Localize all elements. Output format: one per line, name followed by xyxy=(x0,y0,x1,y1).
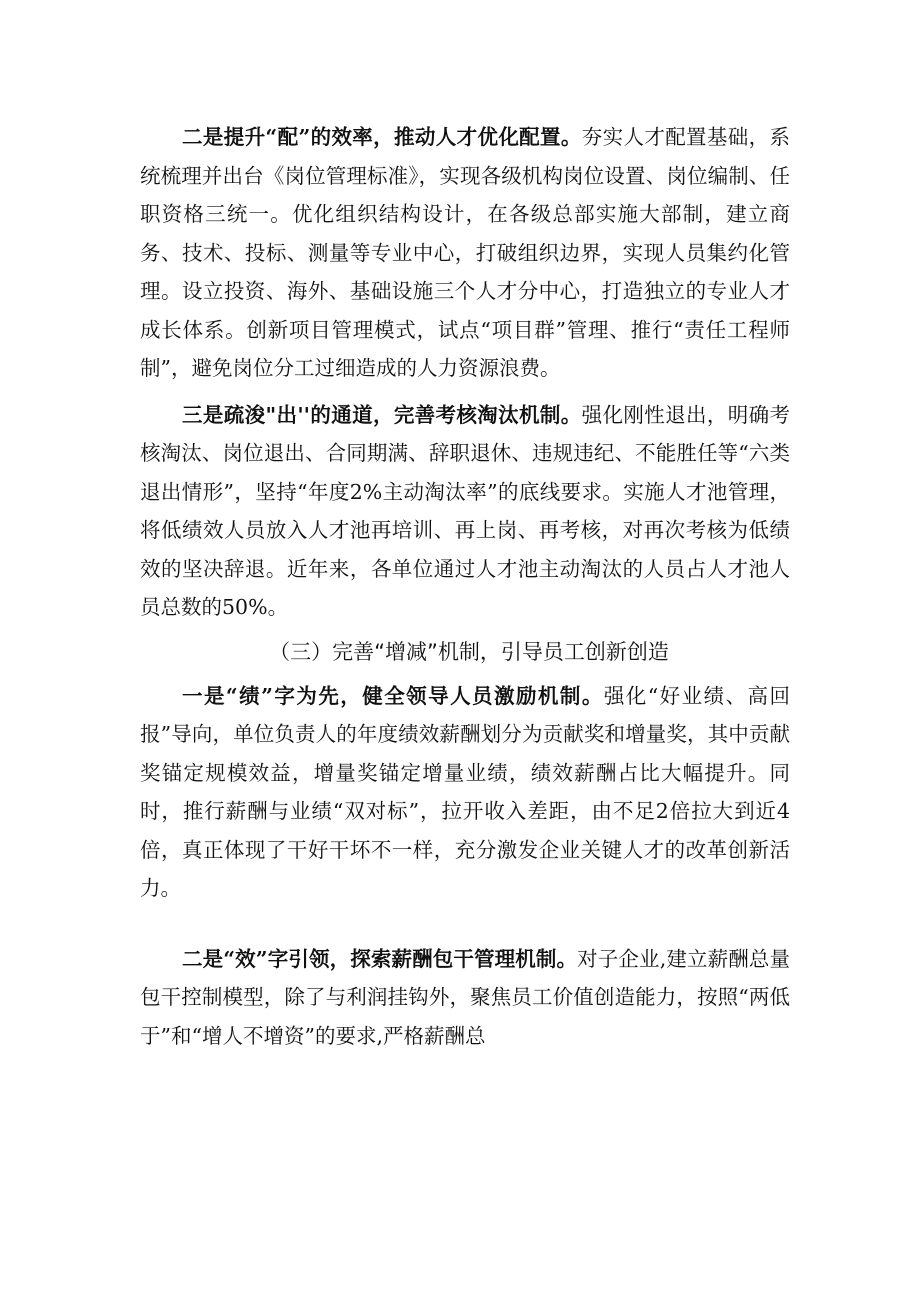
paragraph-body: 强化“好业绩、高回报”导向，单位负责人的年度绩效薪酬划分为贡献奖和增量奖，其中贡献奖锚定规模效益，增量奖锚定增量业绩，绩效薪酬占比大幅提升。同时，推行薪酬与业绩“双对标”，拉开收入差距，由不足2倍拉大到近4倍，真正体现了干好干坏不一样，充分激发企业关键人才的改革创新活力。 xyxy=(140,683,790,900)
paragraph-lead: 二是“效”字引领，探索薪酬包干管理机制。 xyxy=(182,946,578,971)
paragraph-body: 夯实人才配置基础，系统梳理并出台《岗位管理标准》，实现各级机构岗位设置、岗位编制、任职资格三统一。优化组织结构设计，在各级总部实施大部制，建立商务、技术、投标、测量等专业中心，打破组织边界，实现人员集约化管理。设立投资、海外、基础设施三个人才分中心，打造独立的专业人才成长体系。创新项目管理模式，试点“项目群”管理、推行“责任工程师制”，避免岗位分工过细造成的人力资源浪费。 xyxy=(140,125,790,380)
paragraph-leader-incentive xyxy=(140,677,790,908)
paragraph-talent-allocation xyxy=(140,118,790,388)
paragraph-exit-channel xyxy=(140,396,790,627)
paragraph-lead: 二是提升“配”的效率，推动人才优化配置。 xyxy=(182,125,582,149)
paragraph-body: 强化刚性退出，明确考核淘汰、岗位退出、合同期满、辞职退休、违规违纪、不能胜任等“六类退出情形”，坚持“年度2%主动淘汰率”的底线要求。实施人才池管理，将低绩效人员放入人才池再培训、再上岗、再考核，对再次考核为低绩效的坚决辞退。近年来，各单位通过人才池主动淘汰的人员占人才池人员总数的50%。 xyxy=(140,402,790,619)
paragraph-lead: 三是疏浚"出''的通道，完善考核淘汰机制。 xyxy=(182,402,582,427)
paragraph-lead: 一是“绩”字为先，健全领导人员激励机制。 xyxy=(182,683,604,708)
section-heading: （三）完善“增减”机制，引导员工创新创造 xyxy=(269,639,669,664)
paragraph-salary-package xyxy=(140,940,790,1056)
document-page xyxy=(140,118,790,1055)
paragraph-body: 对子企业,建立薪酬总量包干控制模型，除了与利润挂钩外，聚焦员工价值创造能力，按照“两低于”和“增人不增资”的要求,严格薪酬总 xyxy=(140,946,790,1048)
